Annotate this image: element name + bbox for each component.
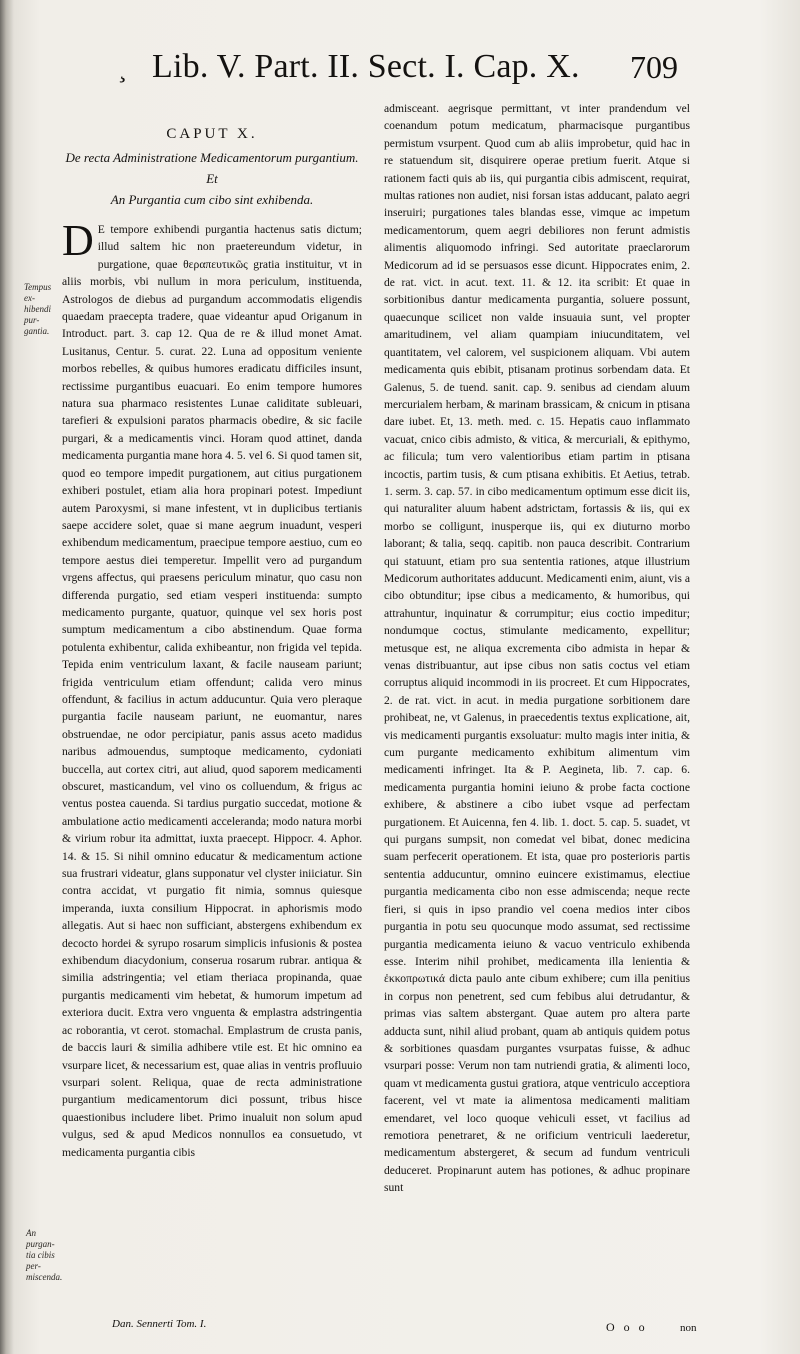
running-head: [118, 46, 688, 90]
left-column-body: E tempore exhibendi purgantia hactenus satis dictum; illud saltem hic non praetereundum videtur, in purgatione, quae θεραπευτικῶς gratia instituitur, vt in aliis morbis, vbi nullum in mora periculum, instituenda, Astrologos de diebus ad purgandum accommodatis eligendis quaedam praecepta tradere, quae videantur apud Origanum in Introduct. part. 3. cap 12. Qua de re & illud monet Amat. Lusitanus, Centur. 5. curat. 22. Luna ad oppositum veniente morbos rebelles, & quibus humores eradicatu difficiles insunt, rectissime purgantibus euacuari. Eo enim tempore humores natura sua pharmaco resistentes Lunae caliditate subleuari, tarefieri & expulsioni paratos pharmacis obedire, & sic facile purgari, & a medicamentis vinci. Horam quod attinet, danda medicamenta purgantia mane hora 4. 5. vel 6. Si quod tamen sit, quod eo tempore impedit purgationem, aut citius purgationem exhiberi postulet, etiam alia hora propinari potest. Impediunt autem Paroxysmi, si mane infestent, vt in duplicibus tertianis saepe accidere solet, quae si mane aegrum inuadunt, vesperi exhibendum medicamentum, praecipue tempore aestiuo, cum eo tempore aestus diei temperetur. Impellit vero ad purgandum vrgens affectus, qui praesens periculum minatur, quo casu non differenda purgatio, sed etiam vesperi instituenda: sumpto medicamento purgante, quatuor, quinque vel sex horis post sumptum medicamentum a cibo abstinendum. Quae forma potulenta exhibentur, calida exhibeantur, non frigida vel tepida. Tepida enim ventriculum laxant, & facile nauseam pariunt; frigida ventriculum etiam offendunt; calida vero minus offendunt, & facilius in actum adducuntur. Quia vero pleraque purgantia facile nauseam pariunt, ne euomantur, nares obstruendae, ne odor percipiatur, panis assus aceto madidus naribus admouendus, sumptoque medicamento, cydoniati buccella, aut cortex citri, aut aliud, quod saporem medicamenti obscuret, masticandum, vel vino os colluendum, & frigus ac ventus postea cauenda. Si tardius purgatio succedat, motione & ambulatione actio medicamenti acceleranda; modo natura morbi & virium robur ita admittat, iuxta praecept. Hippocr. 4. Aphor. 14. & 15. Si nihil omnino educatur & medicamentum actione sua frustrari videatur, glans supponatur vel clyster iniiciatur. Sin contra accidat, vt purgatio fit nimia, somnus quiesque imperanda, iuxta consilium Hippocrat. in aphorismis modo allegatis. Aut si haec non sufficiant, abstergens exhibendum ex decocto hordei & syrupo rosarum simplicis infusionis & postea exhibendum diacydonium, conserua rosarum rubrar. antiqua & similia adstringentia; vel etiam theriaca propinanda, quae purgantis medicamenti vim hebetat, & humorum impetum ad exteriora ducit. Extra vero vnguenta & emplastra adstringentia ac roborantia, vt cerot. stomachal. Emplastrum de crusta panis, de baccis lauri & similia adhibere vtile est. Et hic omnino ea vsurpare licet, & necessarium est, quae alias in ventris profluuio vsurpari solent. Reliqua, quae de recta administratione purgantium medicamentorum dici possunt, tribus hisce quaestionibus includere libet. Primo inualuit non solum apud vulgus, sed & apud Medicos nonnullos ea consuetudo, vt medicamenta purgantia cibis: [62, 223, 362, 1159]
catchword: non: [680, 1322, 697, 1334]
margin-note-line: Tempus ex-: [24, 282, 52, 303]
margin-note-line: gantia.: [24, 326, 50, 336]
running-head-title: Lib. V. Part. II. Sect. I. Cap. X.: [152, 48, 580, 85]
right-column-text: admisceant. aegrisque permittant, vt inter prandendum vel coenandum potum medicatum, pharmacisque purgantibus permistum vsurpent. Quod cum ab aliis improbetur, quid hac in re statuendum sit, disquirere operae pretium fuerit. Atque si rationem facti quis ab iis, qui purgantia cibis admiscent, requirat, multas rationes non audiet, nisi forsan istas adducant, palato aegri inseruiri; purgationes tales blandas esse, vimque ac impetum medicamentorum, quem aegri debiliores non ferunt admistis alimentis aliquomodo infringi. Sed autoritate praeclarorum Medicorum ad id se persuasos esse dicunt. Hippocrates enim, 2. de rat. vict. in acut. text. 11. & 12. ita scribit: Et quae in sorbitionibus dantur medicamenta purgantia, soluere possunt, quaecunque scilicet non valde insuauia sunt, vel propter amaritudinem, vel aliam quampiam iniucunditatem, vel quantitatem, vel calorem, vel suspicionem aliquam. Vbi autem medicamenta quis ebibit, ptisanam protinus sorbendam data. Et Galenus, 5. de tuend. sanit. cap. 9. senibus ad ciendam aluum mercurialem herbam, & marinam brassicam, & cnicum in ptisana dare iubet. Et, 13. meth. med. c. 15. Hepatis cauo inflammato vacuat, cnico cibis admisto, & vitica, & mercuriali, & epithymo, ac filicula; tum vero valentioribus etiam partim in ptisana incoctis, partim tusis, & cum ptisana exhibitis. Et Aetius, tetrab. 1. serm. 3. cap. 57. in cibo medicamentum optimum esse dicit iis, qui naturaliter aluum habent adstrictam, fortassis & iis, qui ex morbo se colligunt, inusperque iis, qui ex diuturno morbo laborant; & talia, seqq. capitib. non pauca describit. Contrarium qui statuunt, etiam pro sua sententia rationes, atque illustrium Medicorum authoritates adducunt. Medicamenti enim, aiunt, vis a cibo obtunditur; ipse cibus a medicamento, & humoribus, qui attrahuntur, inquinatur & corrumpitur; eius coctio impeditur; nondumque coctus, stimulante medicamento, expellitur; metusque est, ne aliqua excrementa cibo admista in hepar & venas distribuantur, aut ipse cibus non satis coctus vel etiam corruptus aliquid incommodi in iis procreet. Et cum Hippocrates, 2. de rat. vict. in acut. in media purgatione sorbitionem dare prohibeat, ne, vt Galenus, in praecedentis textus explicatione, ait, vis medicamenti purgantis exsoluatur: multo magis inter initia, & cum purgante medicamento exhibitum alimentum vim medicamenti infringet. Ita & P. Aegineta, lib. 7. cap. 6. medicamenta purgantia homini ieiuno & probe facta coctione exhibere, & abstinere a cibo iubet vsque ad perfectam purgationem. Et Auicenna, fen 4. lib. 1. doct. 5. cap. 5. suadet, vt qui purgans sumpsit, non comedat vel bibat, donec medicina suam perfecerit operationem. Et ista, quae pro posterioris partis sententia adducuntur, omnino euincere existimamus, electiue purgantia medicamenta cibo non esse admiscenda; neque recte fieri, si quis in ipso prandio vel coena medios inter cibos purgantia in potu seu quocunque modo assumat, sed rectissime purgantia medicamenta ieiuno & vacuo ventriculo exhibenda esse. Interim nihil prohibet, medicamenta illa lenientia & ἐκκοπρωτικά dicta paulo ante cibum exhibere; cum illa penitius in corpus non penetrent, sed cum febibus alui detrudantur, & primas vias saltem abstergant. Quae autem pro altera parte adducta sunt, nihil aliud probant, quam ab antiquis quidem potus & sorbitiones quasdam purgantes vsurpatas fuisse, & adhuc vsurpari posse: Verum non tam nutriendi gratia, & alimenti loco, quam vt medicamenta gustui gratiora, atque ventriculo acceptiora facerent, vel vt mate ia alimentosa medicamenti malitiam emendaret, vel loco quoque vehiculi esset, vt facilius ad remotiora penetraret, & ne orificium ventriculi laederetur, medicamentum abstergeret, & secum ad fundum ventriculi deduceret. Propinarunt autem has potiones, & adhuc propinare sunt: [384, 102, 690, 1195]
running-head-mark: ¸: [118, 54, 127, 83]
drop-cap: D: [62, 216, 94, 265]
chapter-et: Et: [206, 171, 218, 186]
page-number: 709: [630, 49, 678, 85]
margin-note-line: hibendi pur-: [24, 304, 51, 325]
margin-note-line: tia cibis per-: [26, 1250, 55, 1271]
signature-mark: O o o: [606, 1320, 648, 1334]
margin-note-tempus: [24, 282, 60, 337]
right-column: [384, 100, 690, 1197]
chapter-heading: CAPUT X.: [166, 126, 258, 142]
left-column-text: [62, 216, 362, 1161]
margin-note-line: An purgan-: [26, 1228, 55, 1249]
signature-line: Dan. Sennerti Tom. I.: [112, 1318, 207, 1330]
chapter-subtitle: De recta Administratione Medicamentorum purgantium.: [65, 150, 359, 165]
margin-note-an-purgantia: [26, 1228, 62, 1283]
left-column: [62, 100, 362, 1161]
chapter-subtitle-2: An Purgantia cum cibo sint exhibenda.: [110, 192, 314, 207]
margin-note-line: miscenda.: [26, 1272, 63, 1282]
